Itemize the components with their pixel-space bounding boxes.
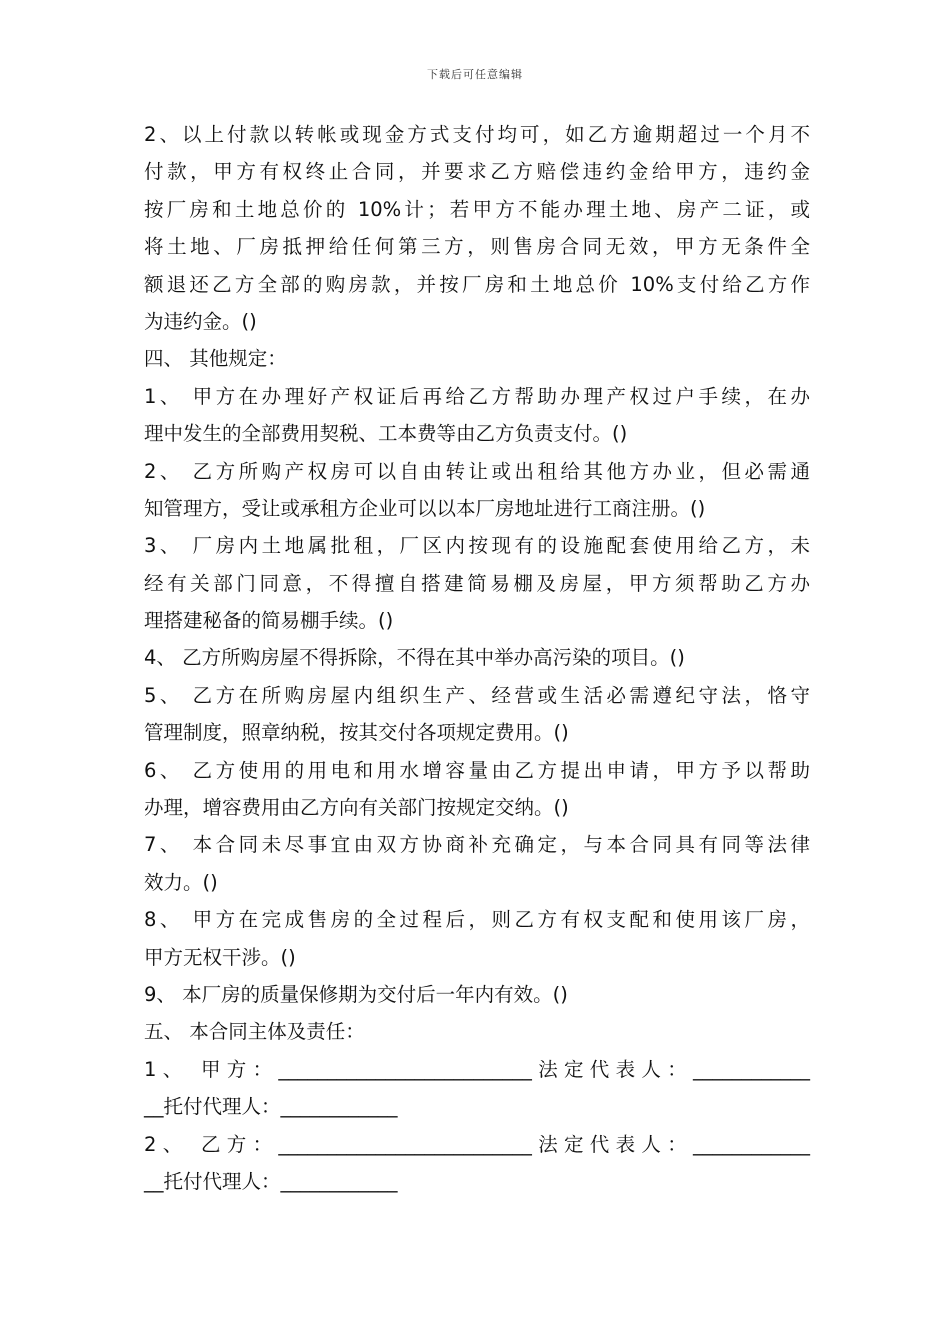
text-line: 甲方无权干涉。()	[144, 945, 296, 969]
text-line: 付款，甲方有权终止合同，并要求乙方赔偿违约金给甲方，违约金	[144, 160, 810, 184]
text-line: 办理，增容费用由乙方向有关部门按规定交纳。()	[144, 796, 569, 820]
signature-line-party-b-agent: __托付代理人：____________	[144, 1169, 398, 1193]
document-body	[144, 116, 810, 1200]
page-header-note: 下载后可任意编辑	[427, 68, 523, 81]
text-line: 额退还乙方全部的购房款，并按厂房和土地总价 10%支付给乙方作	[144, 272, 810, 296]
text-line: 8、 甲方在完成售房的全过程后，则乙方有权支配和使用该厂房，	[144, 908, 810, 932]
signature-line-party-a-agent: __托付代理人：____________	[144, 1095, 398, 1119]
section-heading: 四、 其他规定：	[144, 347, 287, 371]
text-line: 理中发生的全部费用契税、工本费等由乙方负责支付。()	[144, 422, 628, 446]
text-line: 2、以上付款以转帐或现金方式支付均可，如乙方逾期超过一个月不	[144, 123, 810, 146]
text-line: 为违约金。()	[144, 309, 257, 333]
text-line: 按厂房和土地总价的 10%计；若甲方不能办理土地、房产二证，或	[144, 197, 810, 221]
signature-line-party-b: 2、 乙方：__________________________法定代表人：____________	[144, 1132, 810, 1156]
text-line: 管理制度，照章纳税，按其交付各项规定费用。()	[144, 721, 569, 745]
text-line: 3、 厂房内土地属批租，厂区内按现有的设施配套使用给乙方，未	[144, 534, 810, 558]
text-line: 5、 乙方在所购房屋内组织生产、经营或生活必需遵纪守法，恪守	[144, 683, 810, 707]
text-line: 2、 乙方所购产权房可以自由转让或出租给其他方办业，但必需通	[144, 459, 810, 483]
text-line: 效力。()	[144, 870, 218, 894]
signature-line-party-a: 1、 甲方：__________________________法定代表人：____________	[144, 1057, 810, 1081]
text-line: 将土地、厂房抵押给任何第三方，则售房合同无效，甲方无条件全	[144, 235, 810, 259]
text-line: 6、 乙方使用的用电和用水增容量由乙方提出申请，甲方予以帮助	[144, 758, 810, 782]
text-line: 9、 本厂房的质量保修期为交付后一年内有效。()	[144, 982, 568, 1006]
text-line: 1、 甲方在办理好产权证后再给乙方帮助办理产权过户手续，在办	[144, 384, 810, 408]
text-line: 经有关部门同意，不得擅自搭建简易棚及房屋，甲方须帮助乙方办	[144, 571, 810, 595]
text-line: 理搭建秘备的简易棚手续。()	[144, 609, 394, 633]
text-line: 知管理方，受让或承租方企业可以以本厂房地址进行工商注册。()	[144, 496, 706, 520]
text-line: 4、 乙方所购房屋不得拆除，不得在其中举办高污染的项目。()	[144, 646, 685, 670]
text-line: 7、 本合同未尽事宜由双方协商补充确定，与本合同具有同等法律	[144, 833, 810, 857]
section-heading: 五、 本合同主体及责任：	[144, 1020, 365, 1044]
